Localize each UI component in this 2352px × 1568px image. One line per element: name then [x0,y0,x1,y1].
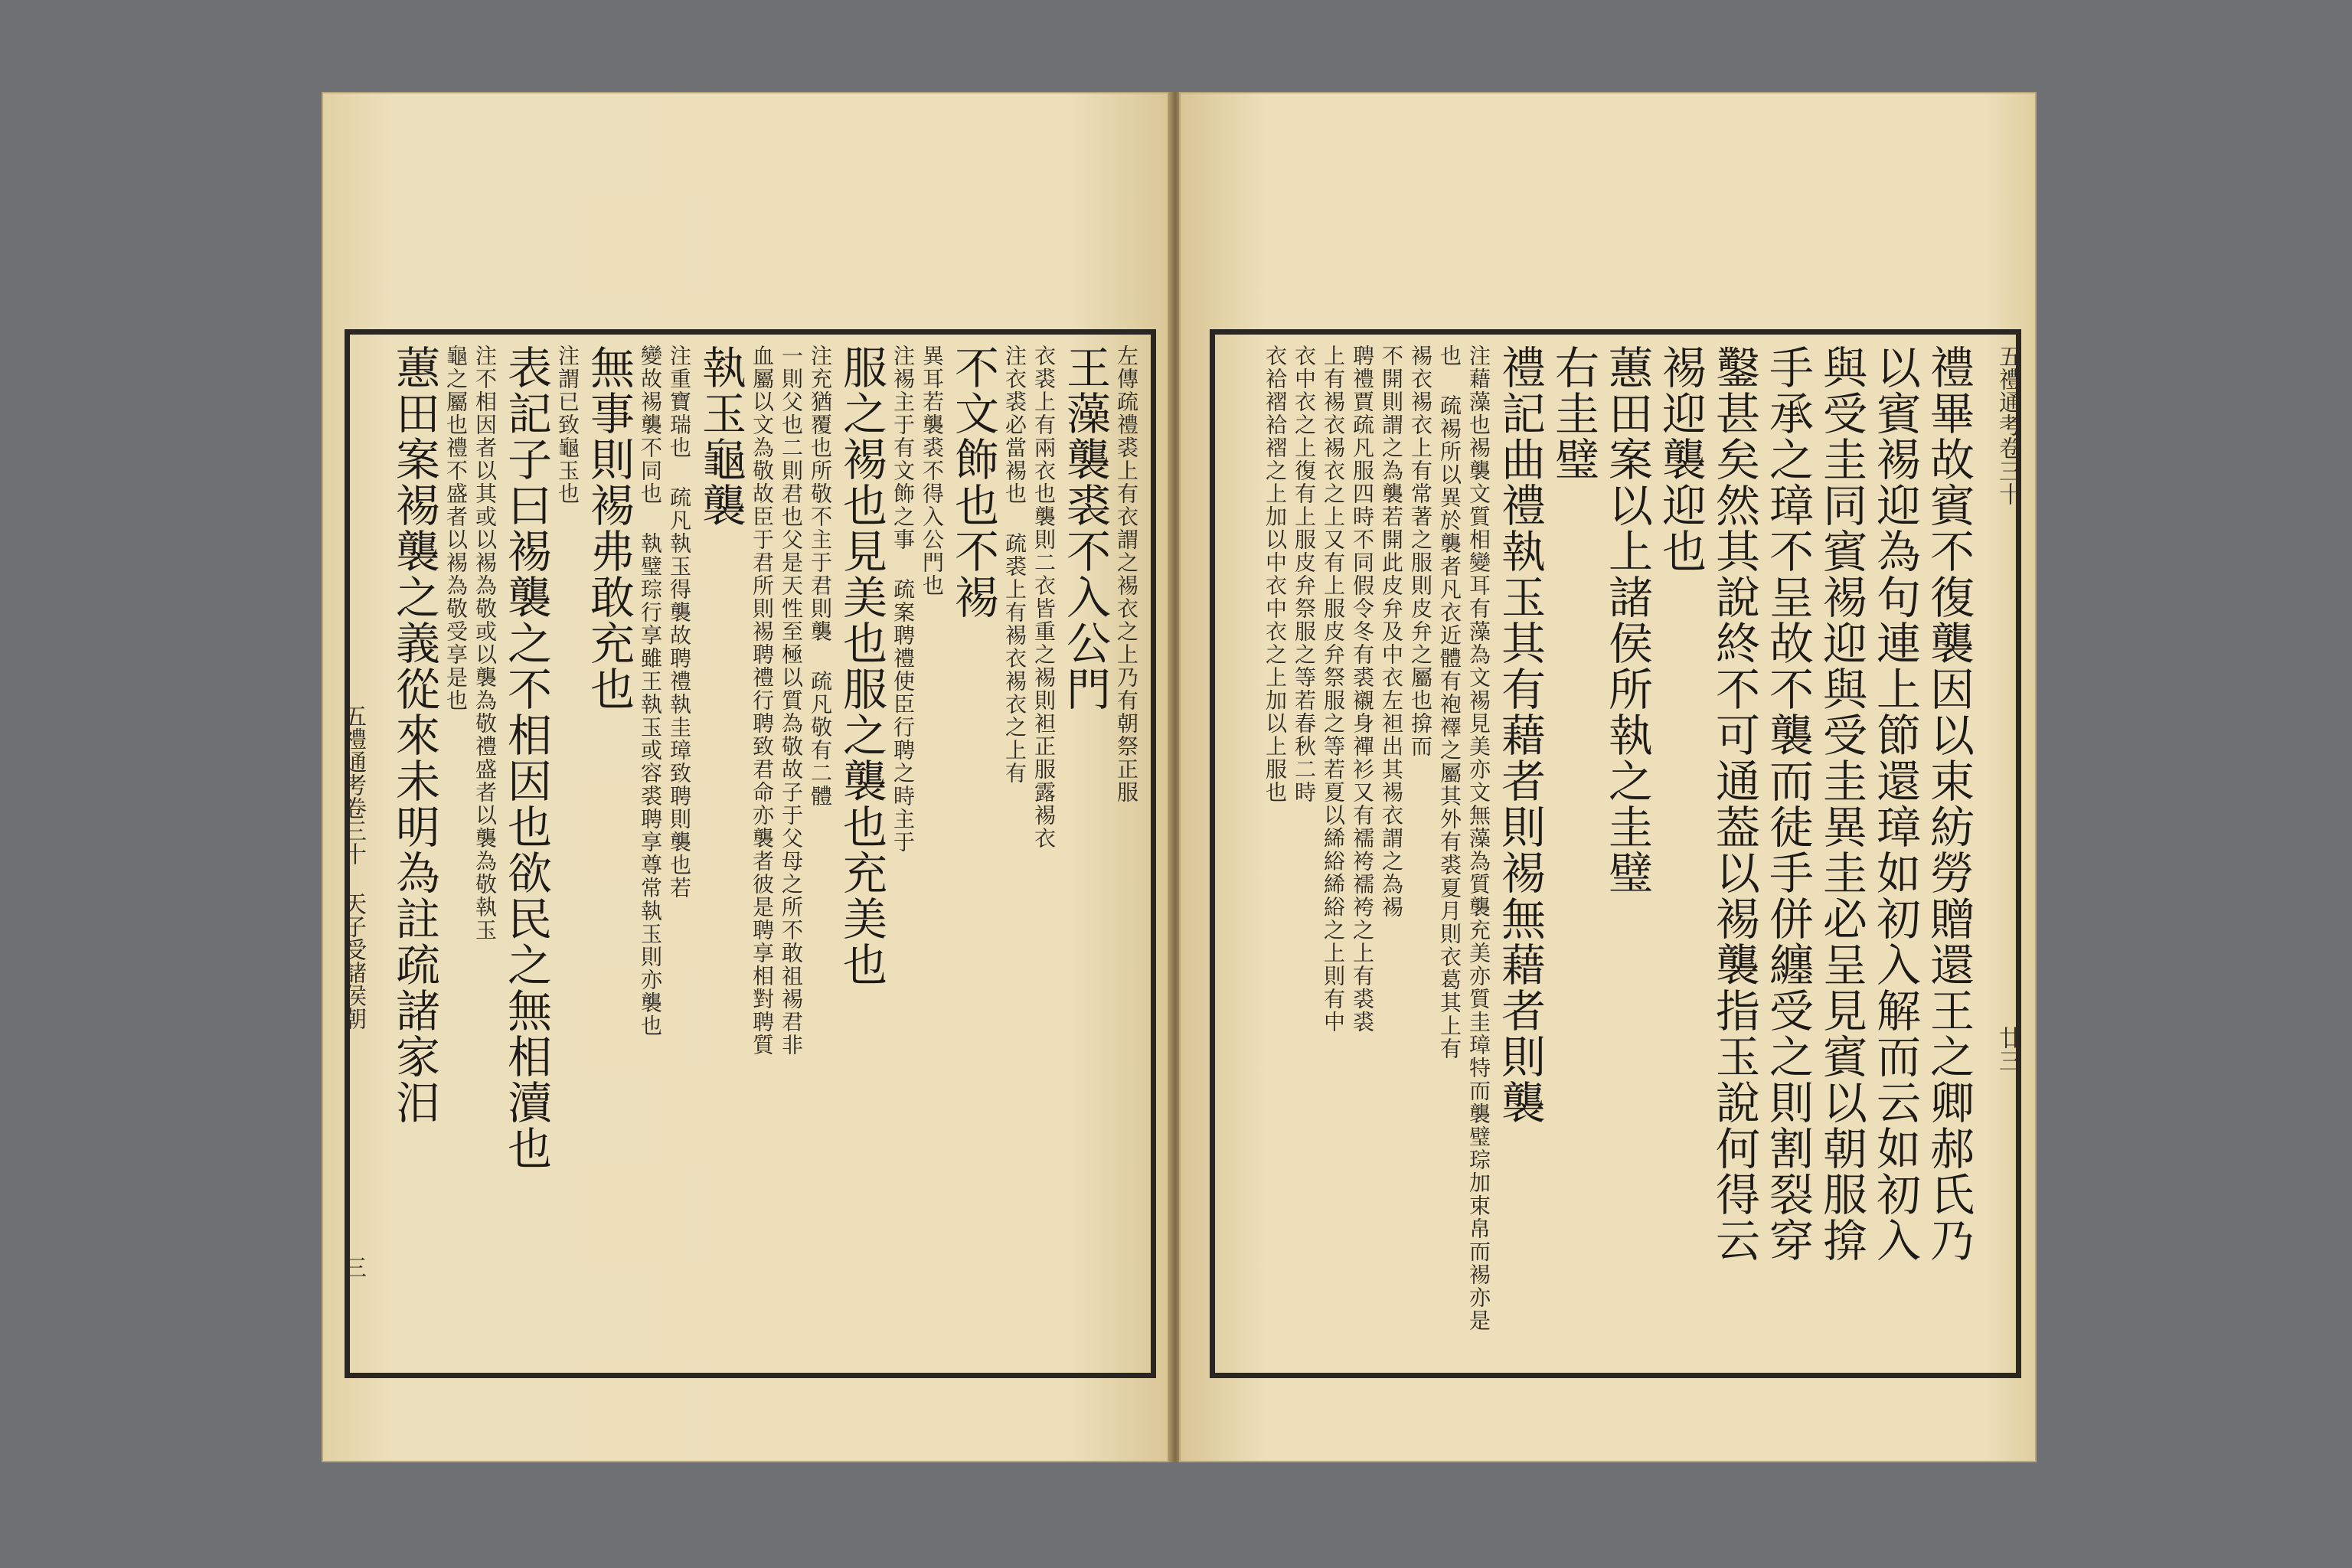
open-book [322,92,2037,1462]
left-page-column: 異耳若襲裘不得入公門也 [920,345,945,597]
right-page-column: 禮畢故賓不復襲因以束紡勞贈還王之卿郝氏乃 [1922,345,1975,1263]
left-page-column: 蕙田案裼襲之義從來未明為註疏諸家汨 [388,345,440,1125]
left-margin-title: 五禮通考卷三十 天子受諸侯朝 [339,704,366,1030]
right-page-column: 手承之璋不呈故不襲而徒手併纏受之則割裂穿 [1762,345,1814,1263]
left-page-column: 注裼主于有文飾之事 疏案聘禮使臣行聘之時主于 [890,345,916,854]
right-page-column: 裼迎襲迎也 [1655,345,1707,574]
right-page-column: 聘禮賈疏凡服四時不同假令冬有裘襯身襌衫又有襦袴襦袴之上有裘裘 [1350,345,1375,1034]
left-page-column: 血屬以文為敬故臣于君所則裼聘禮行聘致君命亦襲者彼是聘享相對聘質 [750,345,775,1057]
left-page-column: 注不相因者以其或以裼為敬或以襲為敬禮盛者以襲為敬執玉 [472,345,498,942]
left-page-number: 三 [339,1256,366,1279]
right-page-column: 以賓裼迎為句連上節還璋如初入解而云如初入 [1869,345,1921,1263]
left-page-column: 衣裘上有兩衣也襲則二衣皆重之裼則袒正服露裼衣 [1031,345,1057,850]
right-page [1179,92,2037,1462]
right-page-number: 廿三 [1994,1026,2021,1072]
left-page-column: 王藻襲裘不入公門 [1059,345,1111,712]
left-page [322,92,1171,1462]
right-page-column: 與受圭同賓裼迎與受圭異圭必呈見賓以朝服揜 [1815,345,1867,1263]
left-page-column: 注衣裘必當裼也 疏裘上有裼衣裼衣之上有 [1002,345,1027,785]
right-page-column: 裼衣裼衣上有常著之服則皮弁之屬也揜而 [1408,345,1433,758]
right-page-column: 上有裼衣裼衣之上又有上服皮弁祭服之等若夏以絺綌絺綌之上則有中 [1321,345,1346,1034]
left-page-column: 注重寶瑞也 疏凡執玉得襲故聘禮執圭璋致聘則襲也若 [667,345,692,900]
right-page-column: 衣中衣之上復有上服皮弁祭服之等若春秋二時 [1292,345,1317,804]
left-page-column: 服之裼也見美也服之襲也充美也 [835,345,887,988]
right-margin-title: 五禮通考卷三十 [1994,345,2021,505]
right-page-column: 不開則謂之為襲若開此皮弁及中衣左袒出其裼衣謂之為裼 [1379,345,1404,919]
right-page-column: 鑿甚矣然其說終不可通葢以裼襲指玉說何得云 [1708,345,1760,1263]
left-page-column: 執玉龜襲 [694,345,746,528]
left-page-column: 注謂已致龜玉也 [555,345,580,505]
right-page-column: 也 疏裼所以異於襲者凡衣近體有袍襗之屬其外有裘夏月則衣葛其上有 [1437,345,1462,1060]
right-page-column: 衣袷褶袷褶之上加以中衣中衣之上加以上服也 [1263,345,1288,804]
right-page-column: 蕙田案以上諸侯所執之圭璧 [1601,345,1653,896]
left-page-column: 注充猶覆也所敬不主于君則襲 疏凡敬有二體 [808,345,833,808]
right-page-column: 注藉藻也裼襲文質相變耳有藻為文裼見美亦文無藻為質襲充美亦質圭璋特而襲璧琮加束帛而裼亦是 [1466,345,1491,1332]
left-page-column: 一則父也二則君也父是天性至極以質為敬故子于父母之所不敢祖裼君非 [779,345,804,1057]
right-page-column: 右圭璧 [1547,345,1599,482]
left-page-column: 無事則裼弗敢充也 [583,345,635,712]
right-page-column: 禮記曲禮執玉其有藉者則裼無藉者則襲 [1494,345,1546,1125]
left-page-column: 龜之屬也禮不盛者以裼為敬受享是也 [443,345,469,712]
left-page-column: 表記子曰裼襲之不相因也欲民之無相瀆也 [500,345,552,1171]
left-page-column: 變故裼襲不同也 執璧琮行享雖王執玉或容裘聘享尊常執玉則亦襲也 [638,345,663,1037]
left-page-column: 左傳疏禮裘上有衣謂之裼衣之上乃有朝祭正服 [1114,345,1139,804]
left-page-column: 不文飾也不裼 [947,345,999,620]
